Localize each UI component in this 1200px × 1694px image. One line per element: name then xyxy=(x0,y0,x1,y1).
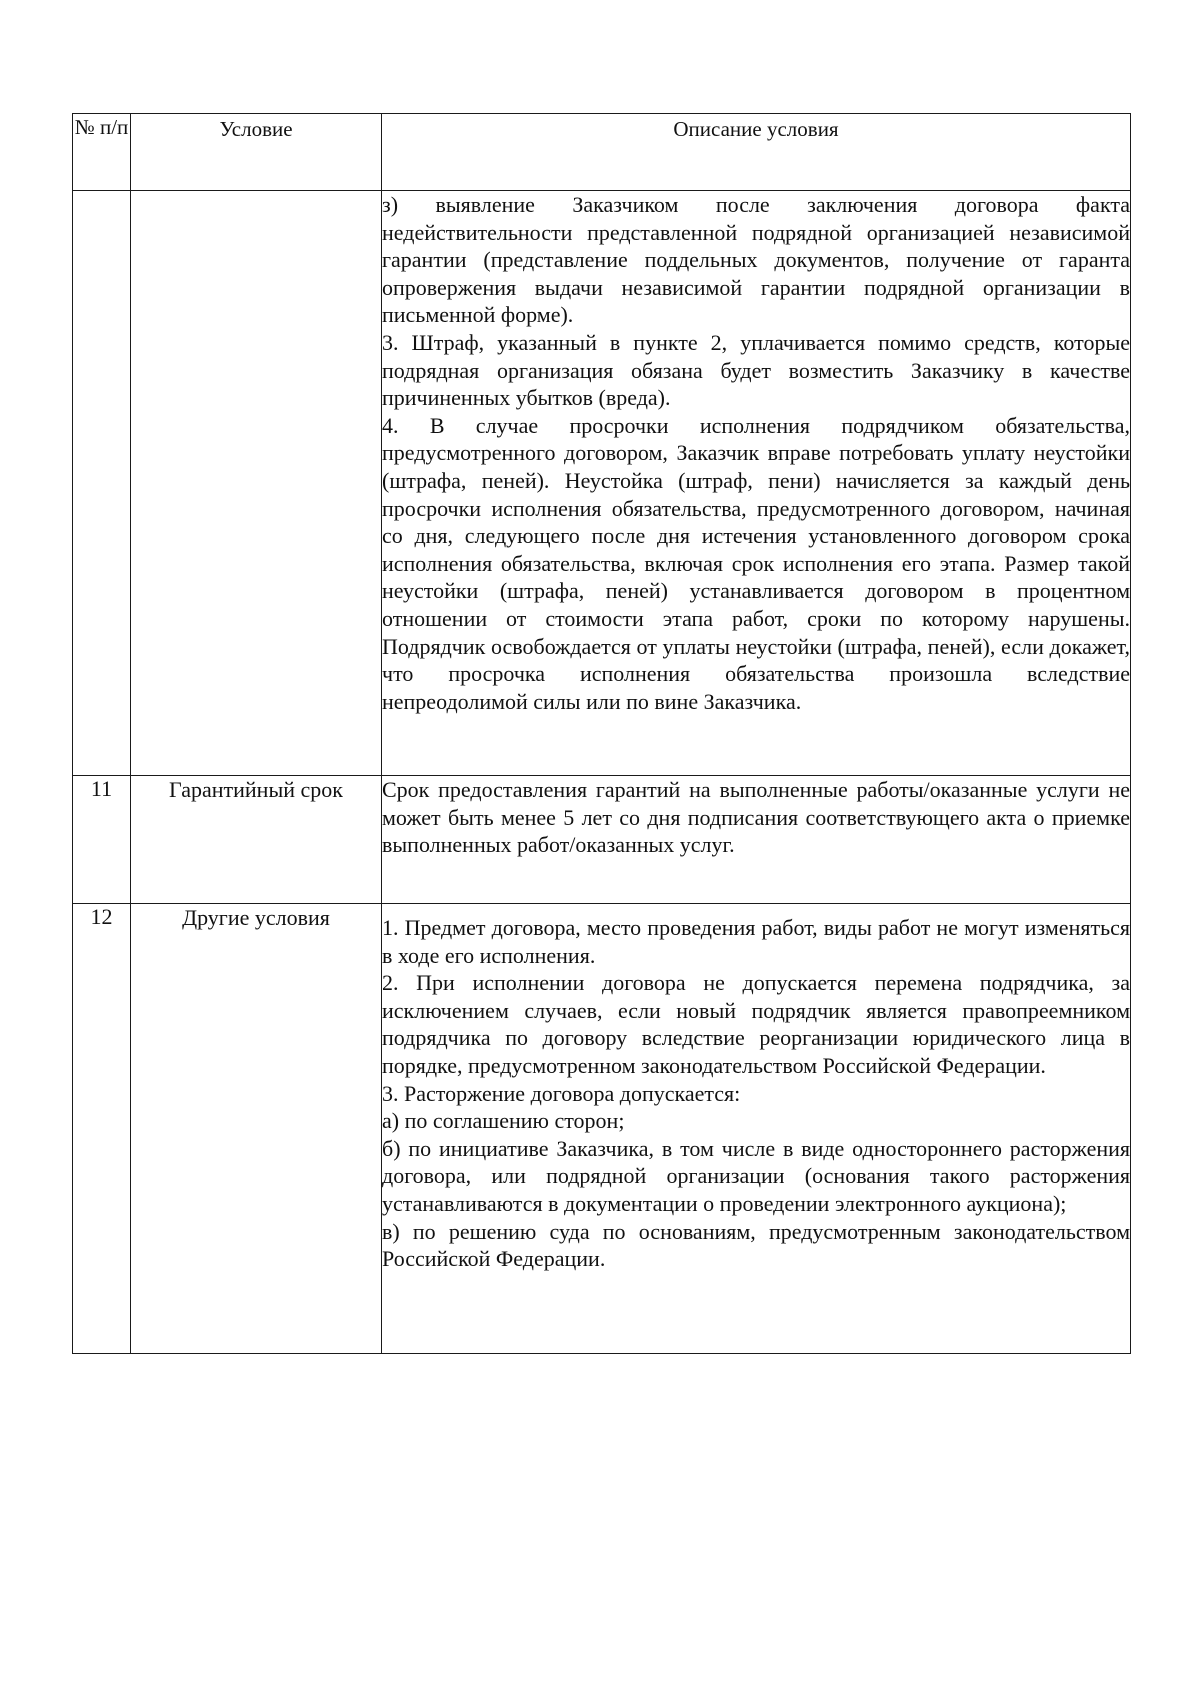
description-paragraph: б) по инициативе Заказчика, в том числе в виде одностороннего расторжения договора, или подрядной организации (основания такого расторжения устанавливаются в документации о проведении электронного аукциона); xyxy=(382,1135,1130,1216)
description-paragraph: Срок предоставления гарантий на выполненные работы/оказанные услуги не может быть менее 5 лет со дня подписания соответствующего акта о приемке выполненных работ/оказанных услуг. xyxy=(382,777,1130,858)
description-paragraph: з) выявление Заказчиком после заключения договора факта недействительности представленной подрядной организацией независимой гарантии (представление поддельных документов, получение от гаранта опровержения выдачи независимой гарантии подрядной организации в письменной форме). xyxy=(382,192,1130,328)
table-header-row xyxy=(73,114,1131,191)
header-condition: Условие xyxy=(131,114,382,191)
header-description: Описание условия xyxy=(382,114,1131,191)
row-number: 12 xyxy=(73,904,131,1354)
conditions-table xyxy=(72,113,1131,1354)
row-number: 11 xyxy=(73,776,131,904)
table-row xyxy=(73,904,1131,1354)
description-paragraph: 2. При исполнении договора не допускается перемена подрядчика, за исключением случаев, если новый подрядчик является правопреемником подрядчика по договору вследствие реорганизации юридического лица в порядке, предусмотренном законодательством Российской Федерации. xyxy=(382,970,1130,1078)
description-paragraph: 3. Расторжение договора допускается: xyxy=(382,1080,741,1106)
table-row xyxy=(73,191,1131,776)
row-description xyxy=(382,904,1131,1354)
row-condition: Другие условия xyxy=(131,904,382,1354)
description-paragraph: 3. Штраф, указанный в пункте 2, уплачивается помимо средств, которые подрядная организация обязана будет возместить Заказчику в качестве причиненных убытков (вреда). xyxy=(382,329,1130,411)
table-row xyxy=(73,776,1131,904)
description-paragraph: 1. Предмет договора, место проведения работ, виды работ не могут изменяться в ходе его исполнения. xyxy=(382,915,1130,968)
row-condition xyxy=(131,191,382,776)
row-number xyxy=(73,191,131,776)
row-description xyxy=(382,776,1131,904)
description-paragraph: а) по соглашению сторон; xyxy=(382,1108,625,1134)
description-paragraph: 4. В случае просрочки исполнения подрядчиком обязательства, предусмотренного договором, Заказчик вправе потребовать уплату неустойки (штрафа, пеней). Неустойка (штраф, пени) начисляется за каждый день просрочки исполнения обязательства, предусмотренного договором, начиная со дня, следующего после дня истечения установленного договором срока исполнения обязательства, включая срок исполнения его этапа. Размер такой неустойки (штрафа, пеней) устанавливается договором в процентном отношении от стоимости этапа работ, сроки по которому нарушены. Подрядчик освобождается от уплаты неустойки (штрафа, пеней), если докажет, что просрочка исполнения обязательства произошла вследствие непреодолимой силы или по вине Заказчика. xyxy=(382,412,1130,714)
header-number: № п/п xyxy=(73,114,131,191)
row-description xyxy=(382,191,1131,776)
row-condition: Гарантийный срок xyxy=(131,776,382,904)
description-paragraph: в) по решению суда по основаниям, предусмотренным законодательством Российской Федерации. xyxy=(382,1218,1130,1272)
